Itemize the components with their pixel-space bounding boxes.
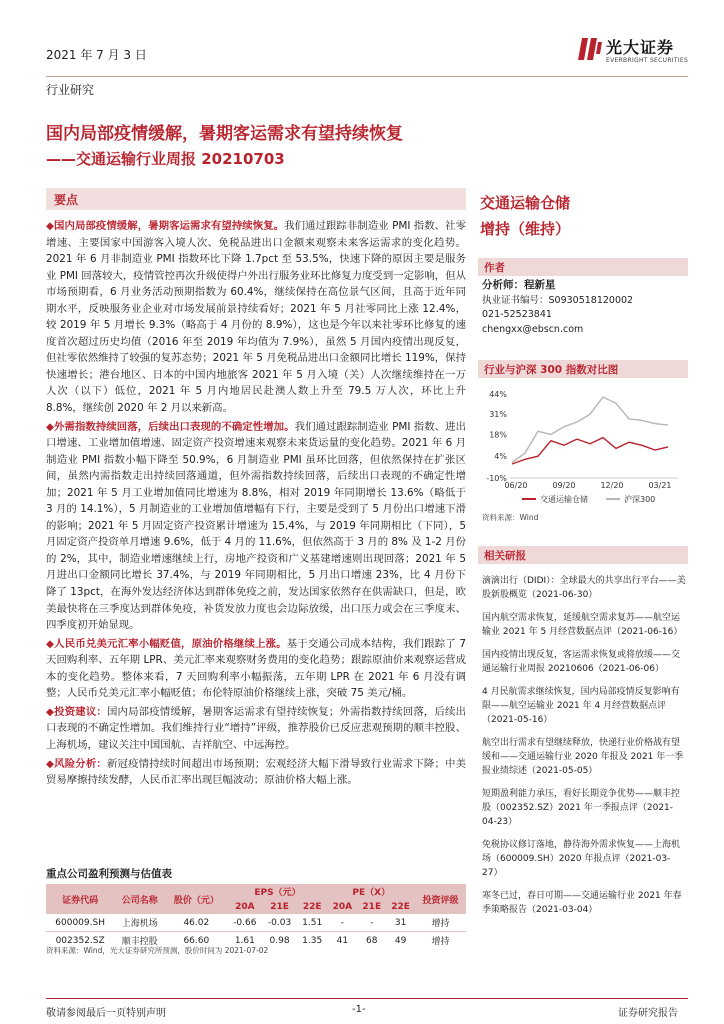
legend-label: 沪深300 [624,495,656,504]
everbright-logo-icon [578,36,602,62]
y-tick-label: 44% [489,390,507,399]
table-source: 资料来源：Wind，光大证券研究所预测，股价时间为 2021-07-02 [46,946,269,955]
related-reports-list [482,574,686,926]
table-cell: 68 [366,935,378,946]
summary-heading-bar [46,188,466,210]
summary-paragraph [46,636,466,702]
table-cell: 1.35 [302,935,323,946]
table-cell: -0.03 [262,914,297,932]
summary-paragraph [46,756,466,789]
logo-text-cn: 光大证券 [606,38,675,57]
report-date: 2021 年 7 月 3 日 [46,48,147,62]
table-cell: 增持 [415,914,466,932]
y-tick-label: 31% [489,410,507,420]
industry-name: 交通运输仓储 [480,194,571,212]
col-subheader: 22E [297,899,328,914]
paragraph-text: 我们通过跟踪制造业 PMI 指数、进出口增速、工业增加值增速、固定资产投资增速来观察未来货运量的变化趋势。2021 年 6 月制造业 PMI 指数小幅下降至 50.9%，6 月制造业 PMI 虽环比回落，但依然保持在扩张区间，虽然内需指数走出持续回落通道，但外需指数持续回落，后续出口表现的不确定性增加；2021 年 5 月工业增加值同比增速为 8.8%，相对 2019 年同期增长 13.6%（略低于 3 月的 14.1%），5 月制造业的工业增加值增幅有下行，主要是受到了 5 月份出口增速下滑的影响；2021 年 5 月固定资产投资累计增速为 15.4%，与 2019 年同期相比（下同），5 月固定资产投资单月增速 9.6%，低于 4 月的 11.6%，但依然高于 3 月的 8% 及 1-2 月份的 2%，其中，制造业增速继续上行，房地产投资和广义基建增速则出现回落；2021 年 5 月进出口金额同比增长 37.4%，与 2019 年同期相比，5 月出口增速 23%，比 4 月份下降了 13pct，在海外发达经济体达到群体免疫之前，发达国家依然存在供需缺口，但是，欧美最快将在三季度达到群体免疫，补货发放力度也会边际放缓，出口压力或会在三季度末、四季度初开始显现。 [46,420,466,632]
earnings-forecast-table [46,884,466,949]
summary-paragraph [46,704,466,754]
y-tick-label: 18% [489,430,507,440]
col-subheader: 21E [357,899,386,914]
industry-rating: 增持（维持） [480,220,571,238]
report-title: 国内局部疫情缓解，暑期客运需求有望持续恢复 [46,124,403,144]
table-cell: 0.98 [269,935,290,946]
paragraph-lead: ◆外需指数持续回落，后续出口表现的不确定性增加。 [46,420,295,433]
footer-divider [46,998,688,999]
series-line-hs300 [512,397,668,462]
related-report-item[interactable]: 寒冬已过，春日可期——交通运输行业 2021 年春季策略报告（2021-03-04） [482,891,682,915]
analyst-name: 分析师：程新星 [482,279,556,291]
x-tick-label: 12/20 [600,481,624,490]
report-category: 行业研究 [46,83,95,97]
related-report-item[interactable]: 免税协议修订落地，静待海外需求恢复——上海机场（600009.SH）2020 年报点评（2021-03-27） [482,840,681,878]
related-report-item[interactable]: 短期盈利能力承压，看好长期竞争优势——顺丰控股（002352.SZ）2021 年一季报点评（2021-04-23） [482,789,681,827]
col-subheader: 20A [227,899,262,914]
table-cell: 31 [386,914,415,932]
table-cell: 顺丰控股 [121,937,158,947]
y-tick-label: -10% [486,474,507,483]
license-number: 执业证书编号：S0930518120002 [482,294,634,306]
table-cell: 46.02 [165,914,227,932]
table-cell: 600009.SH [46,914,114,932]
paragraph-text: 国内局部疫情缓解，暑期客运需求有望持续恢复；外需指数持续回落，后续出口表现的不确定性增加。我们维持行业“增持”评级，推荐股价已反应悲观预期的顺丰控股、上海机场，建议关注中国国航、吉祥航空、中远海控。 [46,705,466,751]
table-cell: 66.60 [183,935,210,946]
col-header: 股价（元） [165,884,227,914]
col-header: PE（X） [327,884,415,899]
table-row [46,914,466,932]
col-header: 投资评级 [415,884,466,914]
paragraph-text: 新冠疫情持续时间超出市场预期；宏观经济大幅下滑导致行业需求下降；中美贸易摩擦持续发酵，人民币汇率出现巨幅波动；原油价格大幅上涨。 [46,757,466,787]
author-info [482,278,633,337]
reports-heading: 相关研报 [484,550,526,562]
author-heading-bar [478,258,688,276]
related-report-item[interactable]: 4 月民航需求继续恢复，国内局部疫情反复影响有限——航空运输业 2021 年 4 月经营数据点评（2021-05-16） [482,687,680,725]
table-cell: 上海机场 [114,914,165,932]
industry-vs-hs300-chart [478,380,688,510]
table-cell: 002352.SZ [55,935,105,946]
related-report-item[interactable]: 航空出行需求有望继续释放，快递行业价格战有望缓和——交通运输行业 2020 年报及 2021 年一季报业绩综述（2021-05-05） [482,738,684,776]
table-header-row [46,884,466,899]
header-divider [46,76,688,77]
col-subheader: 20A [327,899,357,914]
col-subheader: 21E [262,899,297,914]
x-tick-label: 09/20 [552,481,576,490]
related-report-item[interactable]: 滴滴出行（DIDI）：全球最大的共享出行平台——美股新股概览（2021-06-30） [482,576,686,600]
y-tick-label: 4% [494,452,507,462]
paragraph-lead: ◆国内局部疫情缓解，暑期客运需求有望持续恢复。 [46,220,285,232]
x-tick-label: 03/21 [648,481,672,490]
paragraph-lead: ◆风险分析： [46,757,107,770]
related-report-item[interactable]: 国内航空需求恢复，延缓航空需求复苏——航空运输业 2021 年 5 月经营数据点评（2021-06-16） [482,613,683,637]
email-address: chengxx@ebscn.com [482,323,584,335]
related-report-item[interactable]: 国内疫情出现反复，客运需求恢复或将放缓——交通运输行业周报 20210606（2021-06-06） [482,650,681,674]
disclaimer-note: 敬请参阅最后一页特别声明 [46,1008,166,1019]
table-cell: 41 [336,935,349,946]
author-heading: 作者 [484,262,505,274]
paragraph-lead: ◆人民币兑美元汇率小幅贬值，原油价格继续上涨。 [46,637,287,650]
table-cell: - [357,914,386,932]
table-cell: 49 [394,935,407,946]
summary-paragraph [46,419,466,634]
chart-heading-bar [478,360,688,378]
col-header: 公司名称 [114,884,165,914]
phone-number: 021-52523841 [482,309,552,320]
table-cell: 1.51 [297,914,328,932]
paragraph-text: 我们通过跟踪非制造业 PMI 指数、社零增速、主要国家中国游客入境人次、免税品进出口金额来观察未来客运需求的变化趋势。2021 年 6 月非制造业 PMI 指数环比下降 1.7pct 至 53.5%，快速下降的原因主要是服务业 PMI 回落较大，疫情管控再次升级使得户外出行服务业环比修复力度受到一定影响，但从市场预期看，6 月业务活动预期指数为 60.4%，继续保持在高位景气区间，且高于近年同期水平，反映服务业企业对市场发展前景持续看好；2021 年 5 月社零同比上涨 12.4%，较 2019 年 5 月增长 9.3%（略高于 4 月份的 8.9%），这也是今年以来社零环比修复的速度首次超过历史均值（2016 年至 2019 年均值为 7.9%），虽然 5 月国内疫情出现反复，但社零依然维持了较强的复苏态势；2021 年 5 月免税品进出口金额同比增长 119%，保持快速增长；港台地区、日本的中国内地旅客 2021 年 5 月入境（关）人次继续维持在一万人次（以下）低位，2021 年 5 月内地居民赴澳人数上升至 79.5 万人次，环比上升 8.8%，继续创 2020 年 2 月以来新高。 [46,220,466,415]
table-title: 重点公司盈利预测与估值表 [46,868,172,880]
legend-label: 交通运输仓储 [540,495,588,504]
summary-body [46,218,466,791]
table-cell: 1.61 [234,935,255,946]
summary-heading: 要点 [54,193,79,207]
paragraph-lead: ◆投资建议： [46,705,107,718]
reports-heading-bar [478,546,688,564]
series-line-industry [512,438,668,464]
col-subheader: 22E [386,899,415,914]
summary-paragraph [46,218,466,417]
logo-text-en: EVERBRIGHT SECURITIES [606,57,689,64]
x-tick-label: 06/20 [504,481,528,490]
company-logo [578,36,688,72]
report-type: 证券研究报告 [618,1008,678,1019]
chart-source: 资料来源：Wind [482,513,539,522]
paragraph-text: 基于交通公司成本结构，我们跟踪了 7 天回购利率、五年期 LPR、美元汇率来观察财务费用的变化趋势；跟踪原油价来观察运营成本的变化趋势。整体来看，7 天回购利率小幅振荡，五年期 LPR 在 2021 年 6 月没有调整；人民币兑美元汇率小幅贬值；布伦特原油价格继续上涨，突破 75 美元/桶。 [46,637,466,700]
table-cell: -0.66 [227,914,262,932]
chart-heading: 行业与沪深 300 指数对比图 [484,364,619,376]
page-number: -1- [352,1004,366,1015]
table-cell: - [327,914,357,932]
table-cell: 增持 [431,937,450,947]
col-header: EPS（元） [227,884,327,899]
report-subtitle: ——交通运输行业周报 20210703 [46,150,285,168]
col-header: 证券代码 [46,884,114,914]
